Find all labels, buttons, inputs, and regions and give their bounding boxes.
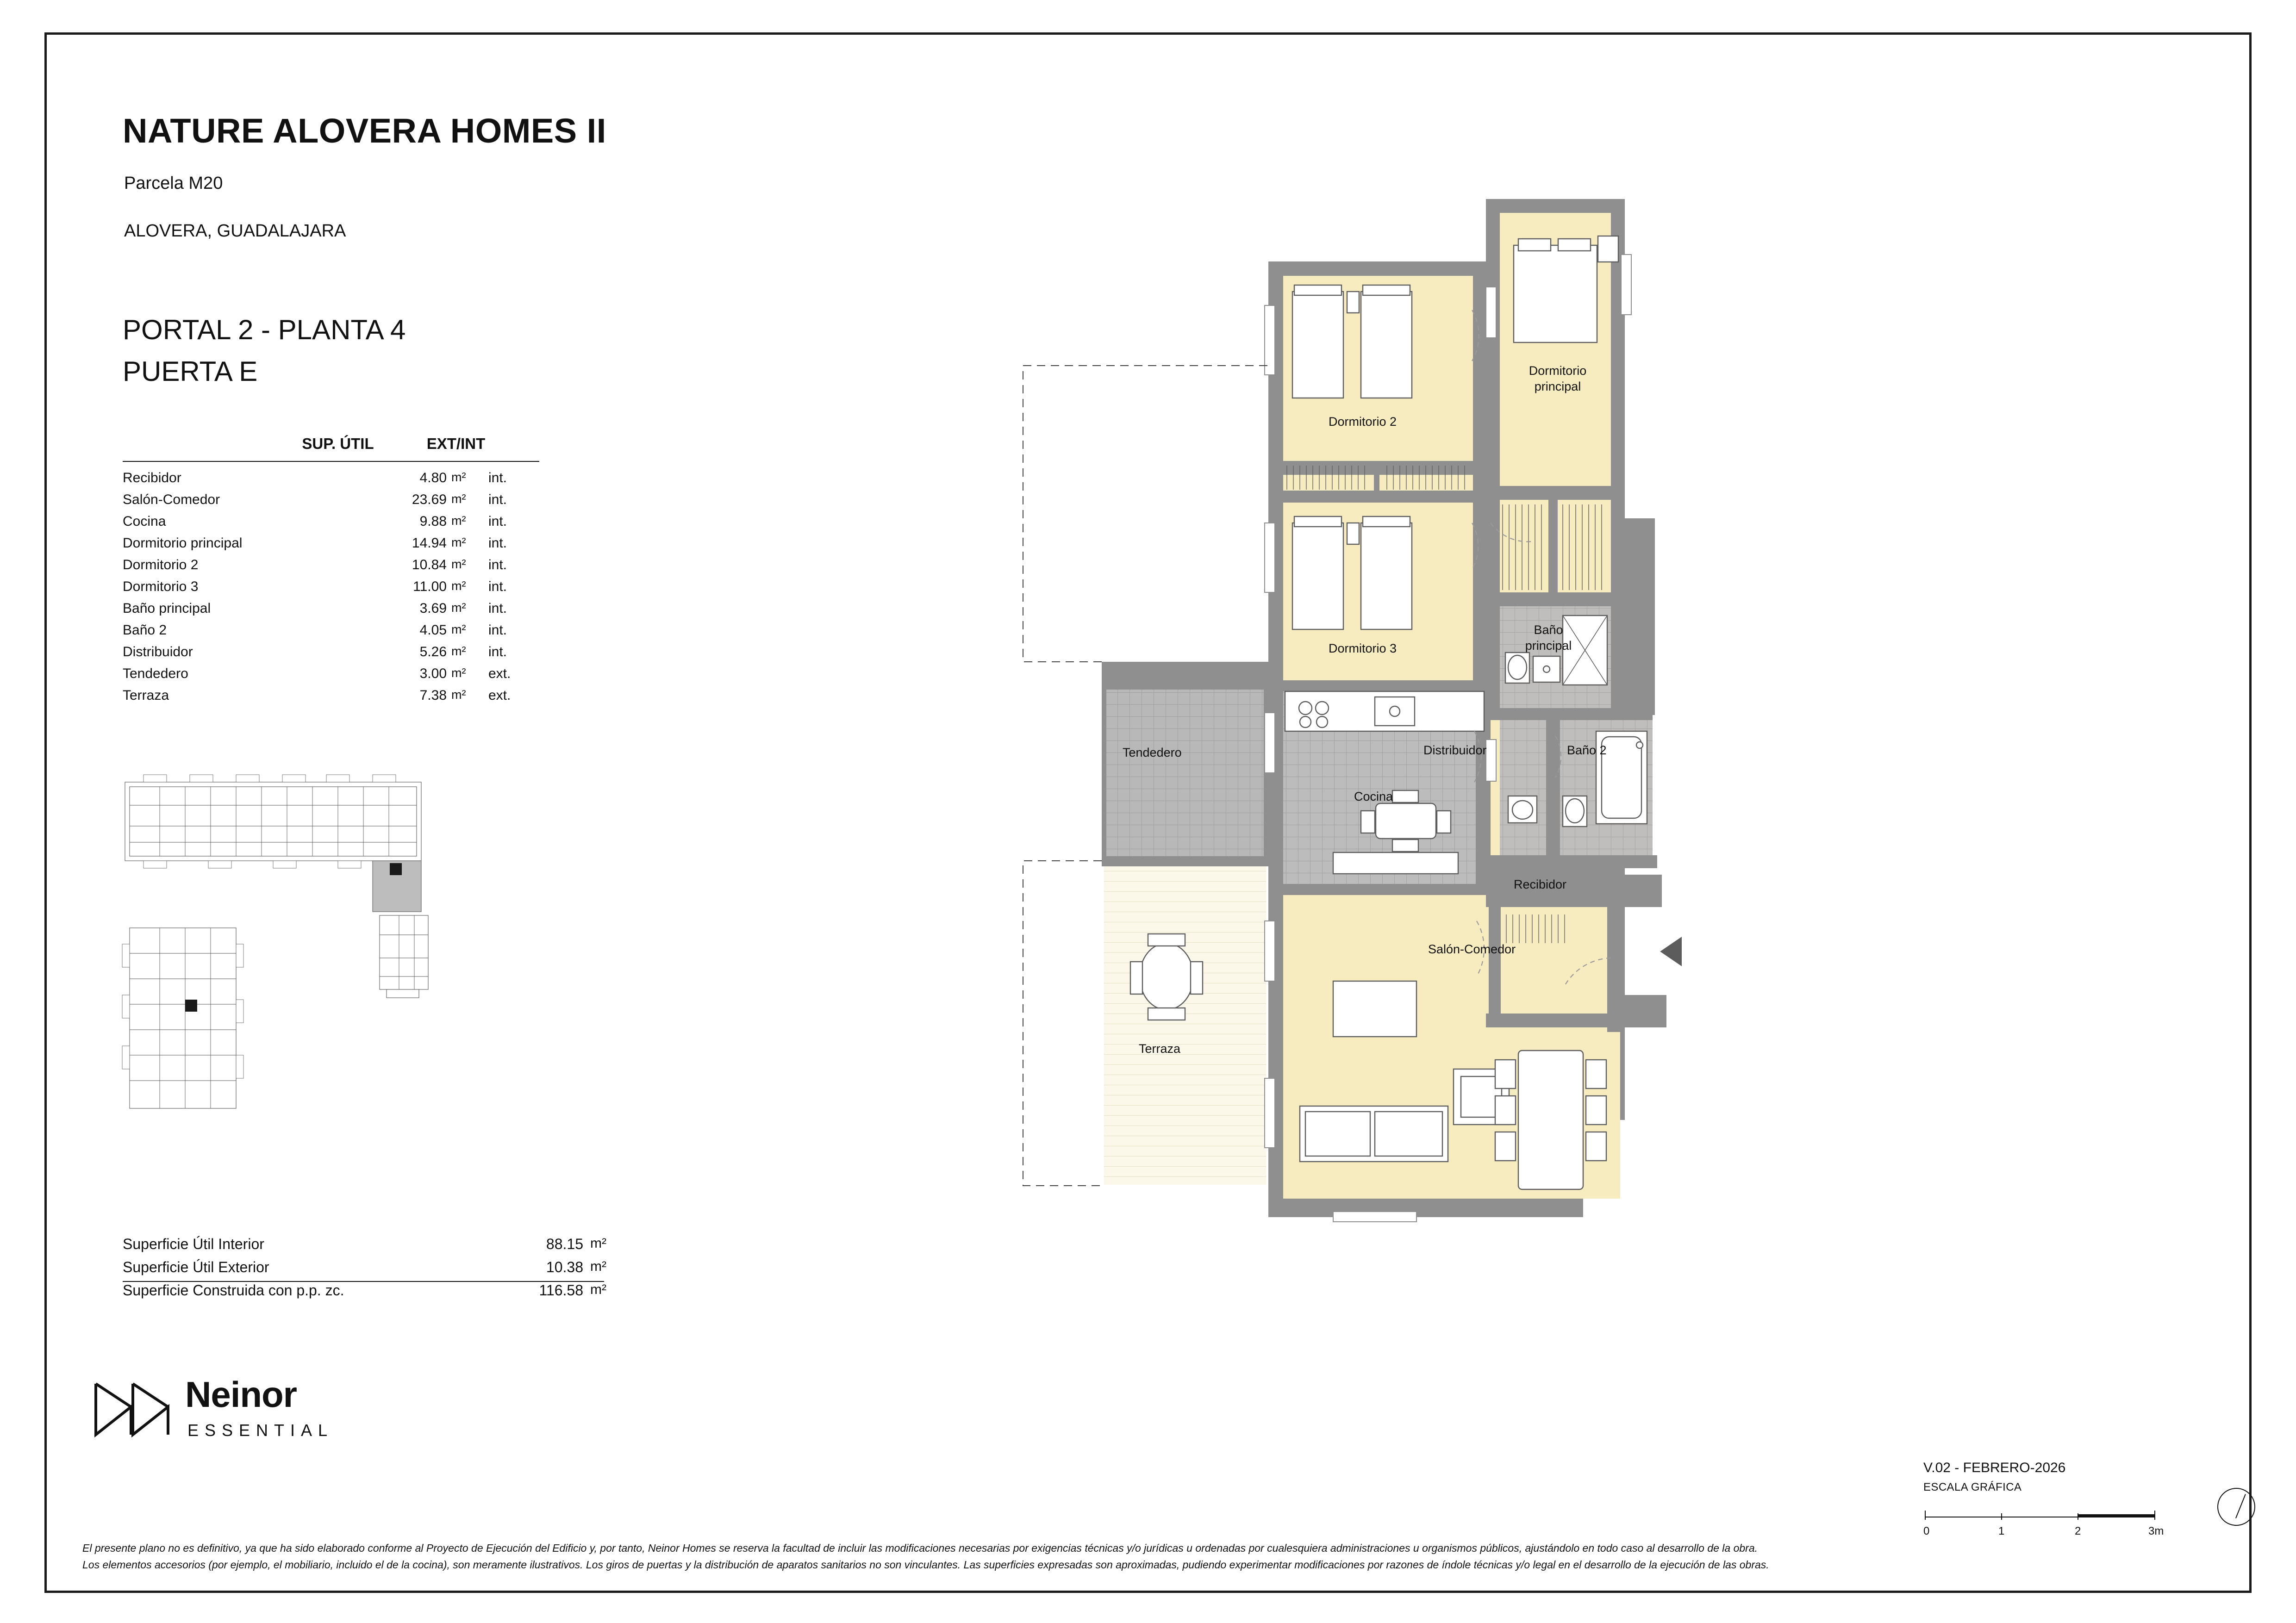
row-unit: m² <box>451 470 466 484</box>
row-value: 7.38 <box>419 688 447 703</box>
row-unit: m² <box>451 514 466 528</box>
table-row <box>123 579 539 601</box>
scale-bar-svg <box>1923 1503 2183 1526</box>
page-title: NATURE ALOVERA HOMES II <box>123 112 606 150</box>
row-ext: int. <box>488 492 507 507</box>
totals-underline <box>123 1281 604 1282</box>
row-name: Tendedero <box>123 666 188 681</box>
row-name: Baño principal <box>123 601 211 616</box>
scale-ticks <box>1923 1525 2192 1542</box>
total-unit: m² <box>590 1259 606 1274</box>
table-row <box>123 514 539 535</box>
scale-tick: 2 <box>2075 1525 2081 1537</box>
table-row <box>123 557 539 579</box>
location-label: ALOVERA, GUADALAJARA <box>124 221 346 241</box>
brand-name: Neinor <box>185 1374 297 1415</box>
row-value: 3.00 <box>419 666 447 681</box>
row-unit: m² <box>451 492 466 506</box>
total-label: Superficie Útil Interior <box>123 1236 264 1252</box>
totals-table <box>123 1236 609 1305</box>
total-label: Superficie Construida con p.p. zc. <box>123 1282 344 1299</box>
room-label-recibidor: Recibidor <box>1514 877 1567 891</box>
table-row <box>123 644 539 666</box>
total-unit: m² <box>590 1236 606 1251</box>
room-label-dormitorio-3: Dormitorio 3 <box>1329 641 1397 655</box>
row-unit: m² <box>451 535 466 549</box>
total-value: 10.38 <box>546 1259 583 1275</box>
table-row <box>123 601 539 622</box>
unit-line-2: PUERTA E <box>123 356 258 387</box>
total-row <box>123 1259 609 1282</box>
parcel-label: Parcela M20 <box>124 174 223 193</box>
row-value: 10.84 <box>412 557 447 572</box>
row-ext: int. <box>488 470 507 485</box>
row-unit: m² <box>451 579 466 593</box>
room-label-line2: principal <box>1525 638 1572 653</box>
row-value: 23.69 <box>412 492 447 507</box>
row-ext: int. <box>488 622 507 638</box>
total-value: 88.15 <box>546 1236 583 1252</box>
table-row <box>123 688 539 709</box>
column-header-sup-util: SUP. ÚTIL <box>302 435 374 452</box>
total-label: Superficie Útil Exterior <box>123 1259 269 1275</box>
brand-logo <box>90 1370 396 1462</box>
room-fill-terraza <box>1104 861 1266 1185</box>
row-name: Recibidor <box>123 470 181 485</box>
room-label-salon-comedor: Salón-Comedor <box>1428 942 1516 956</box>
row-ext: int. <box>488 557 507 572</box>
row-ext: int. <box>488 535 507 551</box>
row-ext: ext. <box>488 666 511 681</box>
row-ext: ext. <box>488 688 511 703</box>
table-row <box>123 470 539 492</box>
areas-table-header <box>123 435 539 462</box>
table-row <box>123 622 539 644</box>
key-plan-svg <box>116 768 500 1134</box>
row-name: Salón-Comedor <box>123 492 220 507</box>
total-value: 116.58 <box>539 1282 583 1299</box>
row-value: 4.05 <box>419 622 447 638</box>
scale-title: ESCALA GRÁFICA <box>1923 1481 2022 1493</box>
neinor-logo-icon <box>90 1374 174 1444</box>
room-label-bano-principal <box>1511 622 1585 654</box>
row-name: Terraza <box>123 688 169 703</box>
column-header-ext-int: EXT/INT <box>426 435 486 452</box>
row-value: 9.88 <box>419 514 447 529</box>
graphic-scale-bar <box>1923 1503 2183 1526</box>
row-name: Cocina <box>123 514 166 529</box>
scale-tick: 3m <box>2148 1525 2164 1537</box>
room-label-dormitorio-principal <box>1521 363 1595 395</box>
row-unit: m² <box>451 601 466 615</box>
row-unit: m² <box>451 644 466 658</box>
key-plan-diagram <box>116 768 500 1134</box>
row-unit: m² <box>451 666 466 680</box>
row-name: Dormitorio 3 <box>123 579 199 594</box>
row-name: Baño 2 <box>123 622 167 638</box>
row-value: 11.00 <box>413 579 447 594</box>
entrance-arrow-icon <box>1661 938 1681 965</box>
scale-tick: 0 <box>1923 1525 1930 1537</box>
floor-plan-svg <box>1009 199 2231 1439</box>
row-value: 5.26 <box>419 644 447 659</box>
row-value: 4.80 <box>419 470 447 485</box>
row-value: 14.94 <box>412 535 447 551</box>
table-row <box>123 492 539 514</box>
version-label: V.02 - FEBRERO-2026 <box>1923 1460 2066 1475</box>
table-row <box>123 535 539 557</box>
row-ext: int. <box>488 644 507 659</box>
room-label-cocina: Cocina <box>1354 790 1393 803</box>
row-name: Dormitorio 2 <box>123 557 199 572</box>
room-label-terraza: Terraza <box>1139 1042 1181 1056</box>
disclaimer-line-2: Los elementos accesorios (por ejemplo, el mobiliario, incluido el de la cocina), son meramente ilustrativos. Los giros de puertas y la distribución de aparatos sanitarios no son vinculantes. Las superficies expresadas son aproximadas, pudiendo experimentar modificaciones por razones de índole técnicas y/o legal en el desarrollo de la ejecución de las obras. <box>82 1558 1769 1571</box>
room-label-bano-2: Baño 2 <box>1567 743 1607 757</box>
brand-tagline: ESSENTIAL <box>187 1421 334 1440</box>
scale-tick: 1 <box>1998 1525 2005 1537</box>
row-unit: m² <box>451 557 466 571</box>
north-needle <box>2235 1494 2246 1518</box>
room-label-dormitorio-2: Dormitorio 2 <box>1329 415 1397 429</box>
row-ext: int. <box>488 601 507 616</box>
row-name: Distribuidor <box>123 644 193 659</box>
table-row <box>123 666 539 688</box>
row-unit: m² <box>451 622 466 636</box>
disclaimer-line-1: El presente plano no es definitivo, ya que ha sido elaborado conforme al Proyecto de Ejecución del Edificio y, por tanto, Neinor Homes se reserva la facultad de incluir las modificaciones necesarias por exigencias técnicas y/o jurídicas u ordenadas por cualesquiera administraciones u organismos públicos, ajustándolo en todo caso al desarrollo de la obra. <box>82 1542 1758 1554</box>
room-label-tendedero: Tendedero <box>1123 746 1182 759</box>
row-ext: int. <box>488 579 507 594</box>
room-fill-tendedero <box>1106 690 1264 856</box>
row-value: 3.69 <box>419 601 447 616</box>
north-arrow-icon <box>2217 1488 2255 1526</box>
row-unit: m² <box>451 688 466 702</box>
disclaimer-text <box>82 1540 2216 1573</box>
floor-plan <box>1009 199 2231 1439</box>
total-row <box>123 1236 609 1259</box>
unit-line-1: PORTAL 2 - PLANTA 4 <box>123 314 406 345</box>
total-unit: m² <box>590 1282 606 1297</box>
total-row <box>123 1282 609 1305</box>
room-label-line1: Baño <box>1534 623 1563 637</box>
room-label-distribuidor: Distribuidor <box>1423 743 1487 757</box>
room-label-line1: Dormitorio <box>1529 364 1587 378</box>
areas-table <box>123 435 539 709</box>
room-label-line2: principal <box>1534 379 1581 393</box>
row-name: Dormitorio principal <box>123 535 243 551</box>
row-ext: int. <box>488 514 507 529</box>
